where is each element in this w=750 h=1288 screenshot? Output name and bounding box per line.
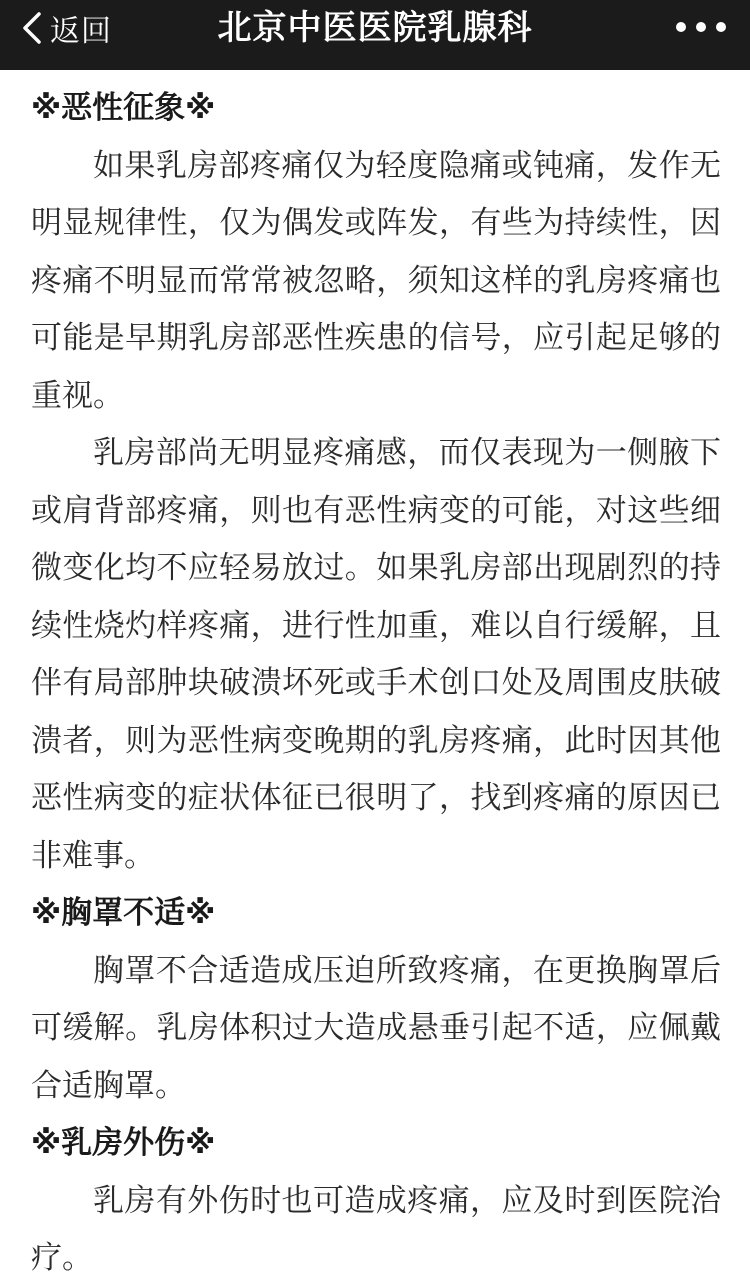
article-paragraph: 乳房有外伤时也可造成疼痛，应及时到医院治疗。 (31, 1182, 721, 1276)
article-paragraph: 乳房部尚无明显疼痛感，而仅表现为一侧腋下或肩背部疼痛，则也有恶性病变的可能，对这些细微变化均不应轻易放过。如果乳房部出现剧烈的持续性烧灼样疼痛，进行性加重，难以自行缓解，且伴有局部肿块破溃坏死或手术创口处及周围皮肤破溃者，则为恶性病变晚期的乳房疼痛，此时因其他恶性病变的症状体征已很明了，找到疼痛的原因已非难事。 (31, 435, 721, 874)
section-heading: ※乳房外伤※ (31, 1125, 216, 1161)
page-title: 北京中医医院乳腺科 (217, 8, 533, 48)
article-paragraph: 胸罩不合适造成压迫所致疼痛，在更换胸罩后可缓解。乳房体积过大造成悬垂引起不适，应佩戴合适胸罩。 (31, 952, 721, 1104)
section-heading: ※恶性征象※ (31, 90, 216, 126)
section-heading: ※胸罩不适※ (31, 895, 216, 931)
article-paragraph: 如果乳房部疼痛仅为轻度隐痛或钝痛，发作无明显规律性，仅为偶发或阵发，有些为持续性，因疼痛不明显而常常被忽略，须知这样的乳房疼痛也可能是早期乳房部恶性疾患的信号，应引起足够的重视。 (31, 147, 721, 414)
nav-bar (0, 0, 750, 70)
article-body (31, 80, 721, 1288)
back-label: 返回 (50, 14, 112, 49)
chevron-left-icon (18, 0, 46, 56)
more-dots-icon[interactable] (676, 14, 726, 40)
back-button[interactable] (18, 0, 112, 56)
